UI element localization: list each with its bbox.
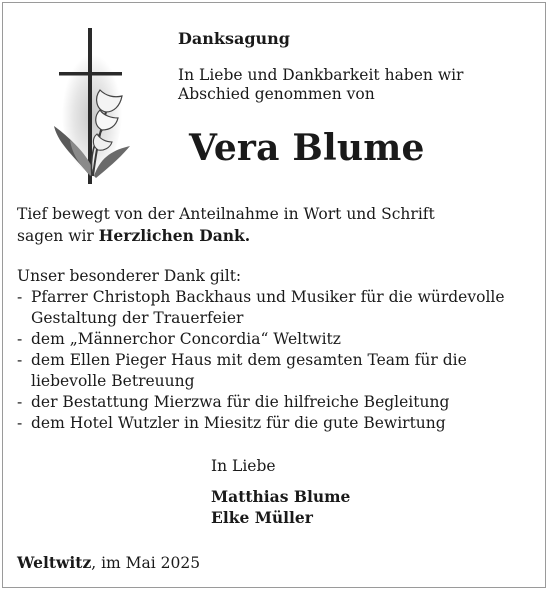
list-item-line: dem „Männerchor Concordia“ Weltwitz: [31, 330, 341, 348]
signer-name: Matthias Blume: [211, 487, 351, 506]
cross-with-calla-lily-icon: [50, 26, 136, 188]
list-dash: -: [17, 288, 23, 306]
list-item-line: Pfarrer Christoph Backhaus und Musiker für die würdevolle: [31, 288, 505, 306]
heading: Danksagung: [178, 29, 290, 48]
list-item: [17, 287, 505, 329]
thanks-emphasis: Herzlichen Dank.: [98, 226, 251, 245]
list-item-line: liebevolle Betreuung: [31, 372, 195, 390]
list-item-line: Gestaltung der Trauerfeier: [31, 309, 244, 327]
list-item: [17, 350, 505, 392]
signer-name: Elke Müller: [211, 508, 313, 527]
intro-line: In Liebe und Dankbarkeit haben wir: [178, 66, 464, 84]
list-item-line: dem Ellen Pieger Haus mit dem gesamten Team für die: [31, 351, 467, 369]
thanks-line: Tief bewegt von der Anteilnahme in Wort und Schrift: [17, 205, 435, 223]
list-item-line: der Bestattung Mierzwa für die hilfreiche Begleitung: [31, 393, 450, 411]
list-dash: -: [17, 330, 23, 348]
list-item-line: dem Hotel Wutzler in Miesitz für die gute Bewirtung: [31, 414, 446, 432]
list-item: [17, 329, 505, 350]
list-item: [17, 392, 505, 413]
list-dash: -: [17, 393, 23, 411]
thanks-list-block: [17, 266, 505, 434]
thanks-list: [17, 287, 505, 434]
thanks-paragraph: [17, 204, 435, 247]
list-dash: -: [17, 351, 23, 369]
deceased-name: Vera Blume: [189, 127, 425, 169]
list-intro: Unser besonderer Dank gilt:: [17, 267, 242, 285]
thanks-prefix: sagen wir: [17, 227, 99, 245]
place-city: Weltwitz: [17, 553, 92, 572]
closing: In Liebe: [211, 457, 276, 475]
intro-text: [178, 66, 508, 104]
place-date: , im Mai 2025: [91, 554, 201, 572]
list-item: [17, 413, 505, 434]
place-and-date: [17, 553, 200, 572]
thanks-line: [17, 225, 435, 247]
signature-block: [211, 456, 350, 528]
list-dash: -: [17, 414, 23, 432]
intro-line: Abschied genommen von: [178, 85, 375, 103]
